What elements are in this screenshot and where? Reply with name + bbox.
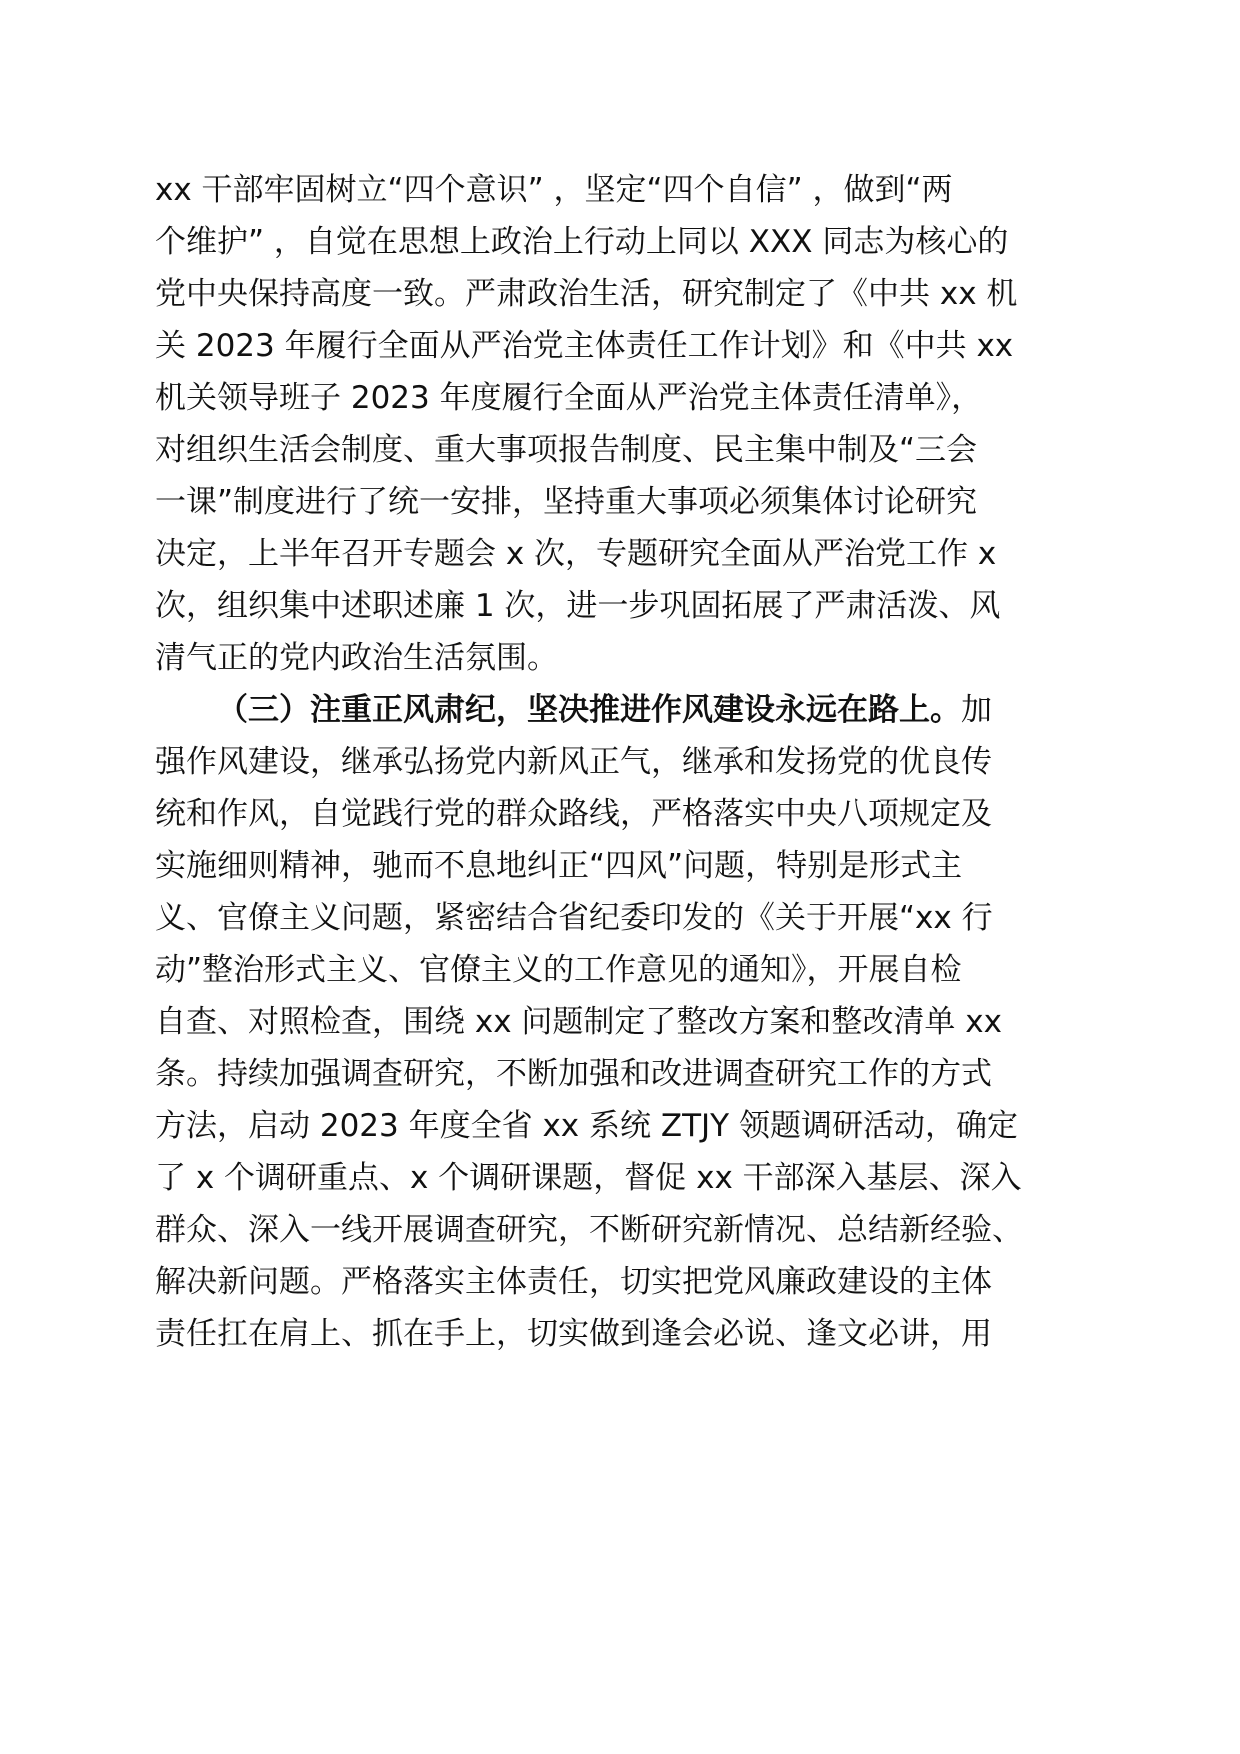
text-line: 关 2023 年履行全面从严治党主体责任工作计划》和《中共 xx [155, 328, 1014, 364]
heading-tail-text: 加 [961, 692, 992, 728]
section-heading: （三）注重正风肃纪，坚决推进作风建设永远在路上。 [217, 692, 961, 728]
text-line: 自查、对照检查，围绕 xx 问题制定了整改方案和整改清单 xx [155, 1004, 1002, 1040]
text-line: 动”整治形式主义、官僚主义的工作意见的通知》，开展自检 [155, 952, 962, 988]
text-line: 机关领导班子 2023 年度履行全面从严治党主体责任清单》， [155, 380, 983, 416]
text-line: 义、官僚主义问题，紧密结合省纪委印发的《关于开展“xx 行 [155, 900, 993, 936]
text-line: 决定，上半年召开专题会 x 次，专题研究全面从严治党工作 x [155, 536, 997, 572]
text-line: 党中央保持高度一致。严肃政治生活，研究制定了《中共 xx 机 [155, 276, 1018, 312]
text-line: 了 x 个调研重点、x 个调研课题，督促 xx 干部深入基层、深入 [155, 1160, 1022, 1196]
text-line: 强作风建设，继承弘扬党内新风正气，继承和发扬党的优良传 [155, 744, 992, 780]
text-line: 方法，启动 2023 年度全省 xx 系统 ZTJY 领题调研活动，确定 [155, 1108, 1018, 1144]
text-line: 条。持续加强调查研究，不断加强和改进调查研究工作的方式 [155, 1056, 992, 1092]
text-line: 一课”制度进行了统一安排，坚持重大事项必须集体讨论研究 [155, 484, 978, 520]
text-line: xx 干部牢固树立“四个意识” ，坚定“四个自信” ，做到“两 [155, 172, 953, 208]
text-line: 对组织生活会制度、重大事项报告制度、民主集中制及“三会 [155, 432, 978, 468]
text-line: 次，组织集中述职述廉 1 次，进一步巩固拓展了严肃活泼、风 [155, 588, 1001, 624]
text-line: 统和作风，自觉践行党的群众路线，严格落实中央八项规定及 [155, 796, 992, 832]
section-heading-line [217, 690, 992, 730]
text-line: 个维护” ，自觉在思想上政治上行动上同以 XXX 同志为核心的 [155, 224, 1009, 260]
text-line: 群众、深入一线开展调查研究，不断研究新情况、总结新经验、 [155, 1212, 1023, 1248]
text-line: 解决新问题。严格落实主体责任，切实把党风廉政建设的主体 [155, 1264, 992, 1300]
text-line: 责任扛在肩上、抓在手上，切实做到逢会必说、逢文必讲，用 [155, 1316, 992, 1352]
text-line: 清气正的党内政治生活氛围。 [155, 640, 558, 676]
text-line: 实施细则精神，驰而不息地纠正“四风”问题，特别是形式主 [155, 848, 963, 884]
